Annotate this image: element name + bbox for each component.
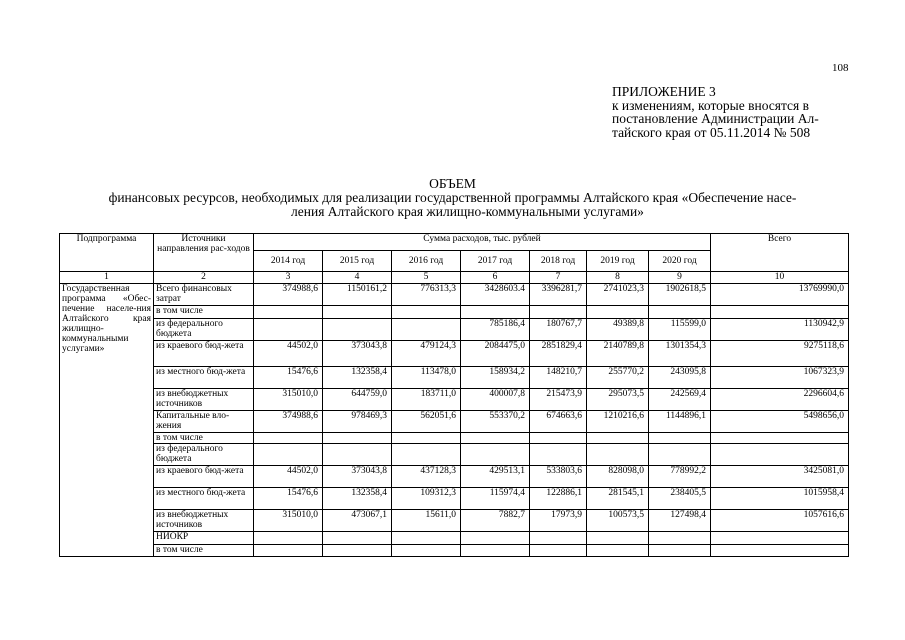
amount-cell [254,319,323,341]
amount-cell [323,319,392,341]
amount-cell: 295073,5 [587,389,649,411]
amount-cell: 315010,0 [254,510,323,532]
amount-cell: 281545,1 [587,488,649,510]
amount-cell [587,532,649,545]
amount-cell [461,532,530,545]
amount-cell: 132358,4 [323,367,392,389]
amount-cell [587,444,649,466]
amount-cell [254,306,323,319]
appendix-line: тайского края от 05.11.2014 № 508 [612,124,811,140]
source-label: из внебюджетных источников [154,389,254,411]
source-label: из краевого бюд-жета [154,466,254,488]
heading-line-2: ления Алтайского края жилищно-коммунальными услугами» [291,204,644,219]
source-label: из местного бюд-жета [154,488,254,510]
financial-table [59,233,849,557]
amount-cell: 533803,6 [530,466,587,488]
amount-cell: 15476,6 [254,367,323,389]
total-cell: 9275118,6 [711,341,849,367]
amount-cell: 2140789,8 [587,341,649,367]
amount-cell: 243095,8 [649,367,711,389]
appendix-line: постановление Администрации Ал- [612,111,819,126]
header-year: 2018 год [530,251,587,272]
source-label: Капитальные вло-жения [154,411,254,433]
amount-cell [254,532,323,545]
appendix-line: к изменениям, которые вносятся в [612,97,810,113]
table-row [60,319,849,341]
amount-cell: 242569,4 [649,389,711,411]
table-row [60,510,849,532]
column-number: 8 [587,272,649,284]
amount-cell [649,433,711,444]
total-cell [711,532,849,545]
heading-line-1: финансовых ресурсов, необходимых для реализации государственной программы Алтайского края «Обеспечение насе- [108,190,797,205]
appendix-title: ПРИЛОЖЕНИЕ 3 [612,84,716,99]
amount-cell: 374988,6 [254,411,323,433]
amount-cell: 215473,9 [530,389,587,411]
amount-cell: 3396281,7 [530,284,587,306]
amount-cell [254,433,323,444]
amount-cell: 776313,3 [392,284,461,306]
appendix-block [612,85,819,139]
total-cell: 1015958,4 [711,488,849,510]
amount-cell: 1902618,5 [649,284,711,306]
amount-cell [587,306,649,319]
amount-cell [530,545,587,557]
header-subprogram: Подпрограмма [60,234,154,272]
table-row [60,545,849,557]
source-label: в том числе [154,306,254,319]
amount-cell: 828098,0 [587,466,649,488]
amount-cell: 644759,0 [323,389,392,411]
amount-cell: 180767,7 [530,319,587,341]
amount-cell: 429513,1 [461,466,530,488]
amount-cell [392,306,461,319]
amount-cell: 479124,3 [392,341,461,367]
amount-cell [392,532,461,545]
amount-cell [587,545,649,557]
amount-cell: 109312,3 [392,488,461,510]
table-row [60,444,849,466]
amount-cell: 100573,5 [587,510,649,532]
source-label: в том числе [154,545,254,557]
amount-cell [649,306,711,319]
amount-cell [392,319,461,341]
amount-cell: 373043,8 [323,466,392,488]
heading-title: ОБЪЕМ [429,176,476,191]
amount-cell [392,444,461,466]
page-number: 108 [832,62,849,74]
amount-cell: 7882,7 [461,510,530,532]
column-number: 3 [254,272,323,284]
amount-cell: 113478,0 [392,367,461,389]
amount-cell: 785186,4 [461,319,530,341]
amount-cell: 2084475,0 [461,341,530,367]
amount-cell: 17973,9 [530,510,587,532]
amount-cell [461,444,530,466]
table-row [60,411,849,433]
amount-cell: 473067,1 [323,510,392,532]
amount-cell: 238405,5 [649,488,711,510]
table-row [60,367,849,389]
amount-cell [254,545,323,557]
amount-cell: 778992,2 [649,466,711,488]
amount-cell [323,532,392,545]
header-year: 2016 год [392,251,461,272]
source-label: из краевого бюд-жета [154,341,254,367]
amount-cell: 15476,6 [254,488,323,510]
column-number: 4 [323,272,392,284]
amount-cell [461,306,530,319]
amount-cell: 3428603.4 [461,284,530,306]
subprogram-name: Государственная программа «Обес-печение населе-ния Алтайского края жилищно-коммунальными услугами» [60,284,154,557]
document-heading [0,177,905,219]
amount-cell: 1144896,1 [649,411,711,433]
table-row [60,306,849,319]
amount-cell: 437128,3 [392,466,461,488]
table-row [60,466,849,488]
amount-cell [323,444,392,466]
total-cell [711,545,849,557]
amount-cell: 978469,3 [323,411,392,433]
amount-cell [392,433,461,444]
amount-cell: 158934,2 [461,367,530,389]
header-year: 2019 год [587,251,649,272]
total-cell: 1057616,6 [711,510,849,532]
amount-cell: 553370,2 [461,411,530,433]
amount-cell [530,444,587,466]
header-year: 2017 год [461,251,530,272]
amount-cell: 562051,6 [392,411,461,433]
amount-cell: 127498,4 [649,510,711,532]
amount-cell [254,444,323,466]
amount-cell [649,532,711,545]
total-cell [711,306,849,319]
amount-cell: 44502,0 [254,466,323,488]
amount-cell [461,433,530,444]
amount-cell: 374988,6 [254,284,323,306]
table-row [60,488,849,510]
amount-cell [530,306,587,319]
amount-cell [649,444,711,466]
table-row [60,532,849,545]
column-number: 2 [154,272,254,284]
amount-cell: 148210,7 [530,367,587,389]
header-year: 2020 год [649,251,711,272]
source-label: Всего финансовых затрат [154,284,254,306]
total-cell: 13769990,0 [711,284,849,306]
amount-cell: 400007,8 [461,389,530,411]
table-row [60,389,849,411]
header-year: 2015 год [323,251,392,272]
amount-cell [323,545,392,557]
source-label: из федерального бюджета [154,319,254,341]
total-cell [711,444,849,466]
amount-cell [323,433,392,444]
table-row [60,341,849,367]
column-number: 7 [530,272,587,284]
column-number: 1 [60,272,154,284]
column-number: 10 [711,272,849,284]
amount-cell [392,545,461,557]
amount-cell: 674663,6 [530,411,587,433]
header-sources: Источники направления рас-ходов [154,234,254,272]
amount-cell [530,532,587,545]
header-sum: Сумма расходов, тыс. рублей [254,234,711,251]
table-row [60,433,849,444]
total-cell [711,433,849,444]
total-cell: 2296604,6 [711,389,849,411]
amount-cell [587,433,649,444]
source-label: из федерального бюджета [154,444,254,466]
source-label: из внебюджетных источников [154,510,254,532]
amount-cell: 255770,2 [587,367,649,389]
amount-cell: 1301354,3 [649,341,711,367]
amount-cell: 122886,1 [530,488,587,510]
header-total: Всего [711,234,849,272]
amount-cell: 315010,0 [254,389,323,411]
amount-cell: 115599,0 [649,319,711,341]
source-label: из местного бюд-жета [154,367,254,389]
amount-cell: 115974,4 [461,488,530,510]
column-number: 5 [392,272,461,284]
total-cell: 1130942,9 [711,319,849,341]
amount-cell: 2741023,3 [587,284,649,306]
source-label: в том числе [154,433,254,444]
total-cell: 5498656,0 [711,411,849,433]
amount-cell [649,545,711,557]
amount-cell: 44502,0 [254,341,323,367]
amount-cell [530,433,587,444]
amount-cell: 1150161,2 [323,284,392,306]
amount-cell: 1210216,6 [587,411,649,433]
amount-cell [323,306,392,319]
amount-cell [461,545,530,557]
amount-cell: 2851829,4 [530,341,587,367]
amount-cell: 183711,0 [392,389,461,411]
amount-cell: 15611,0 [392,510,461,532]
table-row [60,284,849,306]
column-number: 6 [461,272,530,284]
header-year: 2014 год [254,251,323,272]
amount-cell: 373043,8 [323,341,392,367]
amount-cell: 132358,4 [323,488,392,510]
total-cell: 3425081,0 [711,466,849,488]
amount-cell: 49389,8 [587,319,649,341]
source-label: НИОКР [154,532,254,545]
total-cell: 1067323,9 [711,367,849,389]
column-number: 9 [649,272,711,284]
